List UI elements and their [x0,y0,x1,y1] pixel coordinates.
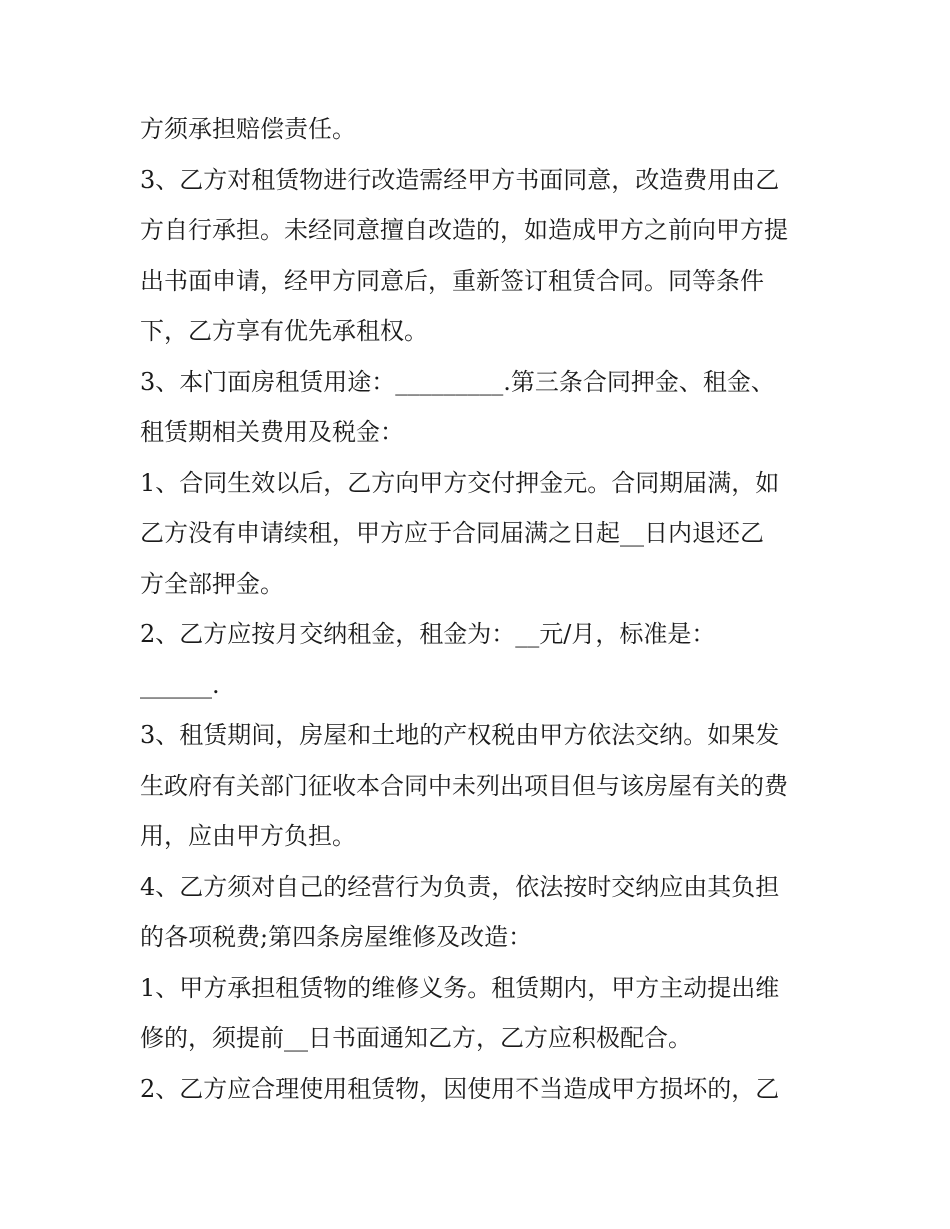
text-line: 4、乙方须对自己的经营行为负责，依法按时交纳应由其负担 [140,872,780,901]
text-line: 2、乙方应按月交纳租金，租金为：__元/月，标准是： [140,620,716,648]
text-line: 方自行承担。未经同意擅自改造的，如造成甲方之前向甲方提 [140,216,788,244]
text-line: 1、合同生效以后，乙方向甲方交付押金元。合同期届满，如 [140,468,780,497]
text-line: 1、甲方承担租赁物的维修义务。租赁期内，甲方主动提出维 [140,973,780,1002]
text-line: 修的，须提前__日书面通知乙方，乙方应积极配合。 [140,1024,692,1052]
text-line: 2、乙方应合理使用租赁物，因使用不当造成甲方损坏的，乙 [140,1074,780,1103]
text-line: 租赁期相关费用及税金： [140,418,404,446]
text-line: 乙方没有申请续租，甲方应于合同届满之日起__日内退还乙 [140,519,764,547]
text-line: 3、租赁期间，房屋和土地的产权税由甲方依法交纳。如果发 [140,721,780,749]
text-line: 方全部押金。 [140,569,284,598]
text-line: 下，乙方享有优先承租权。 [140,317,428,345]
text-line: 的各项税费;第四条房屋维修及改造： [140,923,533,951]
text-line: 3、乙方对租赁物进行改造需经甲方书面同意，改造费用由乙 [140,165,780,194]
text-line: 用，应由甲方负担。 [140,822,356,850]
text-line: 出书面申请，经甲方同意后，重新签订租赁合同。同等条件 [140,266,764,295]
text-line: ______. [140,670,220,699]
contract-text-body [140,104,830,1114]
text-line: 方须承担赔偿责任。 [140,115,356,143]
text-line: 生政府有关部门征收本合同中未列出项目但与该房屋有关的费 [140,771,788,800]
text-line: 3、本门面房租赁用途：_________.第三条合同押金、租金、 [140,367,775,396]
